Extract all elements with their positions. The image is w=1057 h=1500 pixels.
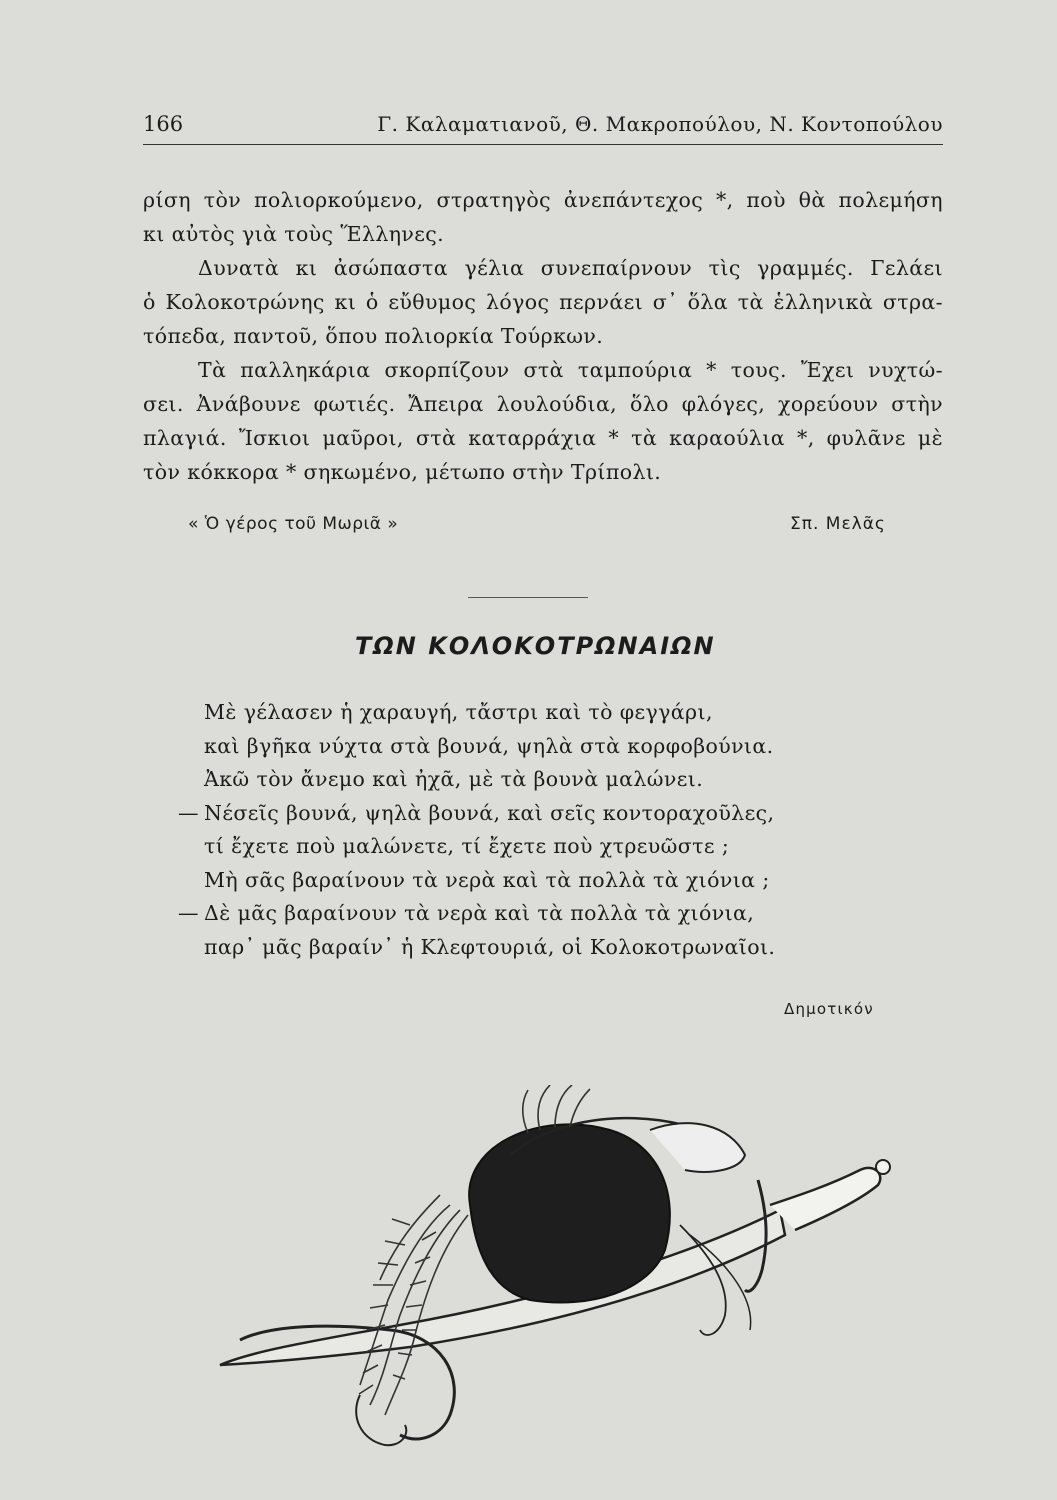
page-header xyxy=(143,108,943,145)
poem xyxy=(178,696,775,964)
prose-passage xyxy=(143,183,943,489)
helmet-visor xyxy=(650,1123,745,1172)
poem-line: — Δὲ μᾶς βαραίνουν τὰ νερὰ καὶ τὰ πολλὰ τὰ χιόνια, xyxy=(178,897,775,931)
poem-source: Δημοτικόν xyxy=(784,1000,874,1018)
poem-line: παρ᾽ μᾶς βαραίν᾽ ἡ Κλεφτουριά, οἱ Κολοκοτρωναῖοι. xyxy=(204,934,776,959)
poem-line: Ἀκῶ τὸν ἄνεμο καὶ ἠχᾶ, μὲ τὰ βουνὰ μαλώνει. xyxy=(204,767,704,791)
dialogue-dash: — xyxy=(178,901,199,925)
prose-line: Δυνατὰ κι ἀσώπαστα γέλια συνεπαίρνουν τὶς γραμμές. Γελάει xyxy=(198,256,943,280)
prose-line: τὸν κόκκορα * σηκωμένο, μέτωπο στὴν Τρίπολι. xyxy=(143,460,662,484)
prose-line: τόπεδα, παντοῦ, ὅπου πολιορκία Τούρκων. xyxy=(143,324,604,348)
section-divider xyxy=(468,597,588,598)
poem-line: — Νέσεῖς βουνά, ψηλὰ βουνά, καὶ σεῖς κοντοραχοῦλες, xyxy=(178,797,775,831)
prose-line: κι αὐτὸς γιὰ τοὺς Ἕλληνες. xyxy=(143,222,445,246)
helmet-and-sabre-illustration xyxy=(210,1085,900,1455)
page-number: 166 xyxy=(143,112,184,136)
poem-line: τί ἔχετε ποὺ μαλώνετε, τί ἔχετε ποὺ χτρευῶστε ; xyxy=(204,834,730,858)
plume-icon xyxy=(359,1195,468,1415)
poem-title: ΤΩΝ ΚΟΛΟΚΟΤΡΩΝΑΙΩΝ xyxy=(355,632,716,660)
prose-line: ρίση τὸν πολιορκούμενο, στρατηγὸς ἀνεπάντεχος *, ποὺ θὰ πολεμήση xyxy=(143,188,943,212)
poem-line: Μὲ γέλασεν ἡ χαραυγή, τἄστρι καὶ τὸ φεγγάρι, xyxy=(204,700,713,724)
poem-line: καὶ βγῆκα νύχτα στὰ βουνά, ψηλὰ στὰ κορφοβούνια. xyxy=(204,733,774,758)
strap-end xyxy=(356,1395,406,1445)
prose-line: σει. Ἀνάβουνε φωτιές. Ἄπειρα λουλούδια, ὅλο φλόγες, χορεύουν στὴν xyxy=(143,392,943,416)
author-name: Σπ. Μελᾶς xyxy=(790,514,886,534)
poem-line: Μὴ σᾶς βαραίνουν τὰ νερὰ καὶ τὰ πολλὰ τὰ χιόνια ; xyxy=(204,867,770,892)
running-head: Γ. Καλαματιανοῦ, Θ. Μακροπούλου, Ν. Κοντοπούλου xyxy=(377,112,943,136)
source-citation: « Ὁ γέρος τοῦ Μωριᾶ » xyxy=(188,514,399,534)
dialogue-dash: — xyxy=(178,800,199,825)
prose-line: Τὰ παλληκάρια σκορπίζουν στὰ ταμπούρια * τους. Ἔχει νυχτώ- xyxy=(198,358,943,382)
helmet-shell xyxy=(469,1124,670,1302)
prose-line: ὁ Κολοκοτρώνης κι ὁ εὔθυμος λόγος περνάει σ᾽ ὅλα τὰ ἑλληνικὰ στρα- xyxy=(143,290,943,314)
hilt-pommel xyxy=(876,1160,890,1174)
prose-line: πλαγιά. Ἴσκιοι μαῦροι, στὰ καταρράχια * τὰ καραούλια *, φυλᾶνε μὲ xyxy=(143,426,943,450)
sabre-hilt xyxy=(770,1168,880,1230)
